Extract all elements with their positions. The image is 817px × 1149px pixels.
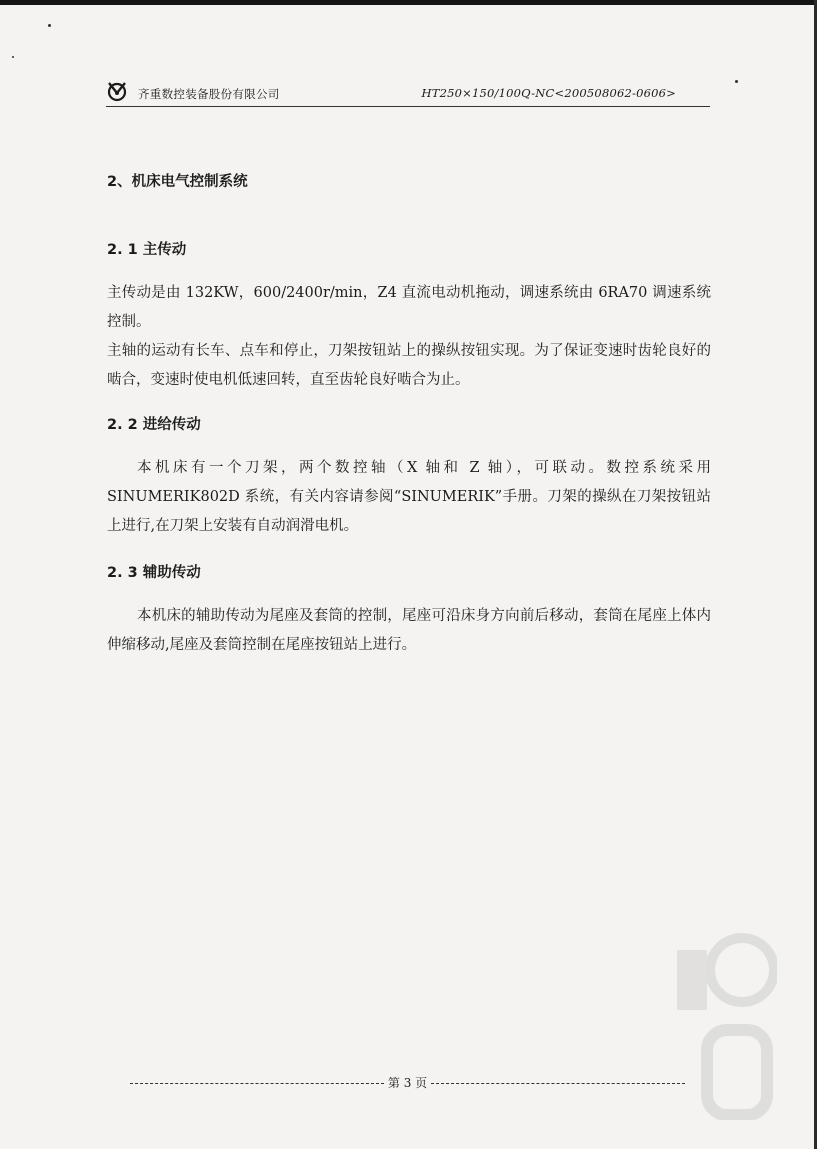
paragraph-main-drive-2: 主轴的运动有长车、点车和停止，刀架按钮站上的操纵按钮实现。为了保证变速时齿轮良好的啮合，变速时使电机低速回转，直至齿轮良好啮合为止。 xyxy=(107,343,711,388)
stamp-watermark xyxy=(667,930,777,1120)
scan-speck xyxy=(48,24,51,27)
page-number: 第 3 页 xyxy=(387,1076,428,1090)
scan-speck xyxy=(12,56,14,58)
header-rule xyxy=(106,106,710,107)
page-header xyxy=(106,82,710,106)
paragraph-main-drive-1: 主传动是由 132KW，600/2400r/min，Z4 直流电动机拖动，调速系统由 6RA70 调速系统控制。 xyxy=(107,285,711,330)
paragraph-feed-drive: 本机床有一个刀架，两个数控轴（X 轴和 Z 轴），可联动。数控系统采用 SINUMERIK802D 系统，有关内容请参阅“SINUMERIK”手册。刀架的操纵在刀架按钮站上进行,在刀架上安装有自动润滑电机。 xyxy=(107,460,711,534)
scan-speck xyxy=(735,80,738,83)
page-footer xyxy=(130,1074,685,1091)
subsection-title-feed-drive: 2. 2 进给传动 xyxy=(107,417,201,433)
subsection-title-main-drive: 2. 1 主传动 xyxy=(107,242,187,258)
company-name: 齐重数控装备股份有限公司 xyxy=(138,87,280,101)
paragraph-auxiliary-drive: 本机床的辅助传动为尾座及套筒的控制，尾座可沿床身方向前后移动，套筒在尾座上体内伸缩移动,尾座及套筒控制在尾座按钮站上进行。 xyxy=(107,608,711,653)
document-number: HT250×150/100Q-NC<200508062-0606> xyxy=(421,86,676,100)
section-title: 2、机床电气控制系统 xyxy=(107,174,248,190)
scan-border-top xyxy=(0,0,817,5)
footer-dash-left xyxy=(130,1083,384,1084)
footer-dash-right xyxy=(431,1083,685,1084)
subsection-title-auxiliary-drive: 2. 3 辅助传动 xyxy=(107,565,201,581)
company-logo-icon xyxy=(106,80,128,102)
